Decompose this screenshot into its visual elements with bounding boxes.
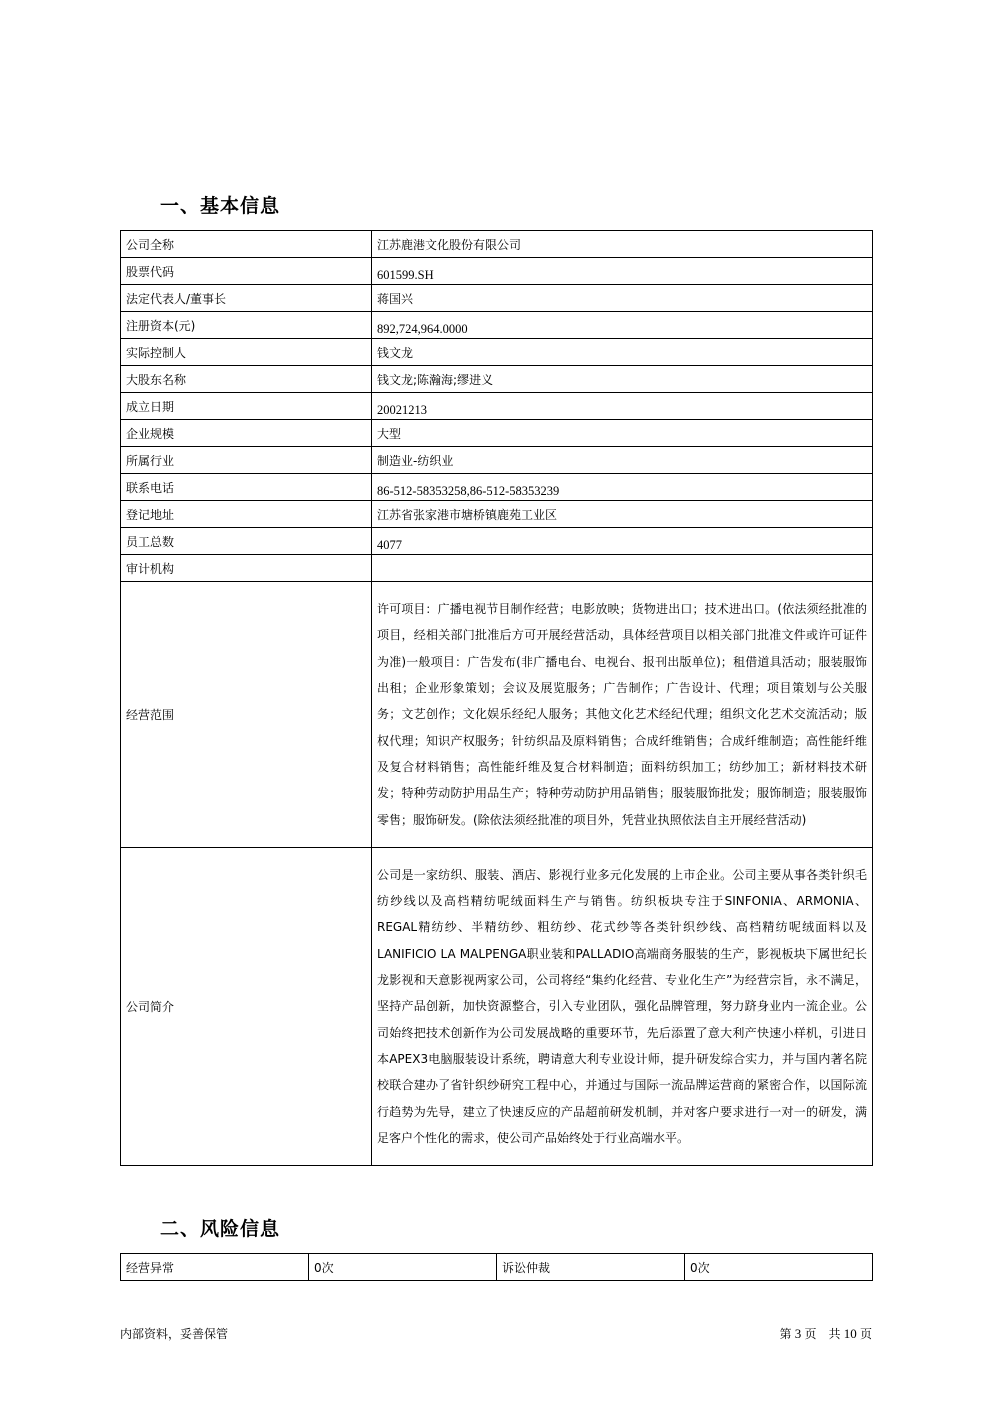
info-value-text: 江苏省张家港市塘桥镇鹿苑工业区 — [377, 507, 558, 522]
info-label: 公司全称 — [121, 231, 372, 258]
page-mid: 页 共 — [804, 1327, 841, 1341]
section-title-basic-info: 一、基本信息 — [160, 195, 281, 217]
info-value-text: 蒋国兴 — [377, 291, 414, 306]
info-label: 成立日期 — [121, 393, 372, 420]
basic-info-body — [121, 231, 873, 582]
company-profile-text: 公司是一家纺织、服装、酒店、影视行业多元化发展的上市企业。公司主要从事各类针织毛纺纱线以及高档精纺呢绒面料生产与销售。纺织板块专注于SINFONIA、ARMONIA、REGAL精纺纱、半精纺纱、粗纺纱、花式纱等各类针织纱线、高档精纺呢绒面料以及LANIFICIO LA MALPENGA职业装和PALLADIO高端商务服装的生产，影视板块下属世纪长龙影视和天意影视两家公司，公司将经“集约化经营、专业化生产”为经营宗旨，永不满足，坚持产品创新，加快资源整合，引入专业团队，强化品牌管理，努力跻身业内一流企业。公司始终把技术创新作为公司发展战略的重要环节，先后添置了意大利产快速小样机，引进日本APEX3电脑服装设计系统，聘请意大利专业设计师，提升研发综合实力，并与国内著名院校联合建办了省针织纱研究工程中心，并通过与国际一流品牌运营商的紧密合作，以国际流行趋势为先导，建立了快速反应的产品超前研发机制，并对客户要求进行一对一的研发，满足客户个性化的需求，使公司产品始终处于行业高端水平。 — [372, 848, 873, 1166]
company-profile-row — [121, 848, 873, 1166]
info-label: 法定代表人/董事长 — [121, 285, 372, 312]
info-value-text: 钱文龙 — [377, 345, 414, 360]
info-row — [121, 393, 873, 420]
info-value-text: 江苏鹿港文化股份有限公司 — [377, 237, 522, 252]
info-row — [121, 339, 873, 366]
info-value-text: 大型 — [377, 426, 402, 441]
info-label: 审计机构 — [121, 555, 372, 582]
abnormal-operation-label: 经营异常 — [121, 1254, 309, 1281]
info-value — [372, 447, 873, 474]
info-row — [121, 501, 873, 528]
info-value — [372, 231, 873, 258]
info-value — [372, 339, 873, 366]
footer-page-number — [779, 1325, 872, 1342]
litigation-value: 0次 — [685, 1254, 873, 1281]
info-value-text: 钱文龙;陈瀚海;缪进义 — [377, 372, 494, 387]
info-value — [372, 258, 873, 285]
info-value-text: 601599.SH — [377, 267, 434, 282]
info-label: 实际控制人 — [121, 339, 372, 366]
abnormal-operation-value: 0次 — [309, 1254, 497, 1281]
risk-info-table — [120, 1253, 873, 1281]
info-label: 所属行业 — [121, 447, 372, 474]
business-scope-label: 经营范围 — [121, 582, 372, 848]
info-label: 员工总数 — [121, 528, 372, 555]
info-row — [121, 555, 873, 582]
page-suffix: 页 — [859, 1327, 872, 1341]
footer-confidential-note: 内部资料，妥善保管 — [120, 1327, 229, 1341]
info-value-text: 20021213 — [377, 402, 427, 417]
info-value — [372, 420, 873, 447]
info-value — [372, 312, 873, 339]
info-row — [121, 231, 873, 258]
info-value — [372, 501, 873, 528]
info-value — [372, 555, 873, 582]
info-label: 登记地址 — [121, 501, 372, 528]
info-label: 大股东名称 — [121, 366, 372, 393]
risk-row — [121, 1254, 873, 1281]
info-row — [121, 420, 873, 447]
company-profile-label: 公司简介 — [121, 848, 372, 1166]
info-row — [121, 447, 873, 474]
info-value — [372, 528, 873, 555]
info-label: 股票代码 — [121, 258, 372, 285]
info-row — [121, 474, 873, 501]
info-value-text: 892,724,964.0000 — [377, 321, 468, 336]
info-value-text: 4077 — [377, 537, 402, 552]
info-value-text: 86-512-58353258,86-512-58353239 — [377, 483, 560, 498]
litigation-label: 诉讼仲裁 — [497, 1254, 685, 1281]
info-value — [372, 393, 873, 420]
info-value-text: 制造业-纺织业 — [377, 453, 454, 468]
info-value — [372, 285, 873, 312]
basic-info-table — [120, 230, 873, 1166]
business-scope-text: 许可项目：广播电视节目制作经营；电影放映；货物进出口；技术进出口。(依法须经批准的项目，经相关部门批准后方可开展经营活动，具体经营项目以相关部门批准文件或许可证件为准)一般项目：广告发布(非广播电台、电视台、报刊出版单位)；租借道具活动；服装服饰出租；企业形象策划；会议及展览服务；广告制作；广告设计、代理；项目策划与公关服务；文艺创作；文化娱乐经纪人服务；其他文化艺术经纪代理；组织文化艺术交流活动；版权代理；知识产权服务；针纺织品及原料销售；合成纤维销售；合成纤维制造；高性能纤维及复合材料销售；高性能纤维及复合材料制造；面料纺织加工；纺纱加工；新材料技术研发；特种劳动防护用品生产；特种劳动防护用品销售；服装服饰批发；服饰制造；服装服饰零售；服饰研发。(除依法须经批准的项目外，凭营业执照依法自主开展经营活动) — [372, 582, 873, 848]
info-row — [121, 528, 873, 555]
info-value — [372, 474, 873, 501]
business-scope-row — [121, 582, 873, 848]
page-current: 3 — [794, 1326, 802, 1341]
info-row — [121, 285, 873, 312]
info-row — [121, 366, 873, 393]
page-prefix: 第 — [779, 1327, 792, 1341]
info-value — [372, 366, 873, 393]
section-title-risk-info: 二、风险信息 — [160, 1218, 281, 1240]
info-row — [121, 258, 873, 285]
page-total: 10 — [843, 1326, 857, 1341]
info-label: 联系电话 — [121, 474, 372, 501]
info-label: 注册资本(元) — [121, 312, 372, 339]
info-row — [121, 312, 873, 339]
info-label: 企业规模 — [121, 420, 372, 447]
